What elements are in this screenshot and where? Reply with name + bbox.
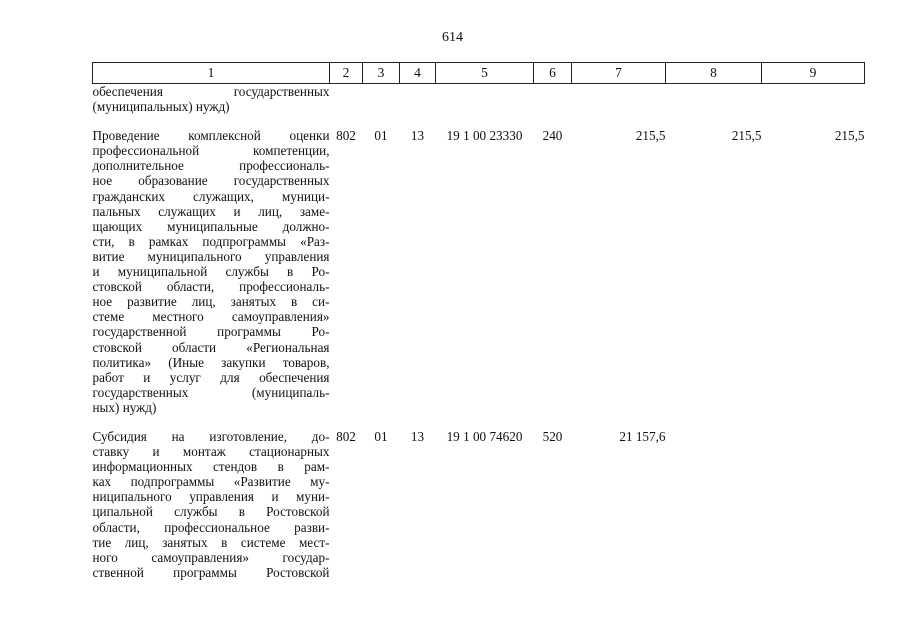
column-header: 8 — [666, 63, 762, 84]
cell-expense-type: 240 — [542, 128, 563, 144]
table-row — [93, 84, 865, 115]
description-line: ципальной службы в Ростовской — [92, 504, 330, 520]
cell-amount-1 — [572, 84, 666, 115]
table-row — [93, 128, 865, 415]
header-row — [93, 63, 865, 84]
cell-target-article: 19 1 00 23330 — [446, 128, 523, 144]
column-header: 9 — [762, 63, 865, 84]
description-line: информационных стендов в рам- — [92, 459, 330, 475]
description-line: стовской области «Региональная — [92, 339, 330, 355]
description-line: ное образование государственных — [92, 173, 330, 189]
description-line: сти, в рамках подпрограммы «Раз- — [92, 233, 330, 249]
cell-section: 01 — [374, 128, 388, 144]
description-line: витие муниципального управления — [92, 248, 330, 264]
column-header: 1 — [93, 63, 330, 84]
column-header: 3 — [363, 63, 400, 84]
cell-subsection: 13 — [410, 128, 425, 144]
description-line: стеме местного самоуправления» — [92, 309, 330, 325]
cell-target-article — [436, 84, 534, 115]
column-header: 6 — [534, 63, 572, 84]
description-line: Субсидия на изготовление, до- — [92, 428, 330, 444]
description-line: работ и услуг для обеспечения — [92, 369, 330, 385]
description-line: политика» (Иные закупки товаров, — [92, 354, 330, 370]
description-line: государственных (муниципаль- — [92, 384, 330, 400]
budget-table — [92, 62, 865, 580]
row-description — [93, 128, 330, 415]
description-line: области, профессиональное разви- — [92, 519, 330, 535]
cell-amount-1: 215,5 — [635, 128, 666, 144]
description-line: ниципального управления и муни- — [92, 489, 330, 505]
cell-section: 01 — [374, 428, 388, 444]
description-line: тие лиц, занятых в системе мест- — [92, 534, 330, 550]
cell-amount-2 — [666, 429, 762, 580]
cell-amount-3 — [762, 429, 865, 580]
cell-amount-3: 215,5 — [834, 128, 865, 144]
description-line: обеспечения государственных — [92, 84, 330, 99]
cell-subsection: 13 — [410, 428, 425, 444]
cell-ministry — [330, 84, 363, 115]
cell-section — [363, 84, 400, 115]
description-line: дополнительное профессиональ- — [92, 158, 330, 174]
description-line: государственной программы Ро- — [92, 324, 330, 340]
column-header: 2 — [330, 63, 363, 84]
description-line: и муниципальной службы в Ро- — [92, 264, 330, 280]
row-description — [93, 84, 330, 115]
cell-subsection — [400, 84, 436, 115]
description-line: ставку и монтаж стационарных — [92, 444, 330, 460]
description-line: гражданских служащих, муници- — [92, 188, 330, 204]
cell-ministry: 802 — [336, 128, 356, 144]
description-line: пальных служащих и лиц, заме- — [92, 203, 330, 219]
cell-amount-3 — [762, 84, 865, 115]
description-line: (муниципальных) нужд) — [92, 99, 230, 115]
cell-ministry: 802 — [336, 428, 356, 444]
column-header: 5 — [436, 63, 534, 84]
cell-amount-2 — [666, 84, 762, 115]
table-row — [93, 429, 865, 580]
description-line: стовской области, профессиональ- — [92, 279, 330, 295]
row-description — [93, 429, 330, 580]
description-line: ных) нужд) — [92, 399, 157, 415]
description-line: ственной программы Ростовской — [92, 564, 330, 580]
page-number: 614 — [442, 30, 463, 45]
description-line: ках подпрограммы «Развитие му- — [92, 474, 330, 490]
description-line: Проведение комплексной оценки — [92, 128, 330, 144]
cell-expense-type: 520 — [542, 428, 563, 444]
description-line: ное развитие лиц, занятых в си- — [92, 294, 330, 310]
cell-target-article: 19 1 00 74620 — [446, 428, 523, 444]
description-line: ного самоуправления» государ- — [92, 549, 330, 565]
cell-expense-type — [534, 84, 572, 115]
column-header: 4 — [400, 63, 436, 84]
cell-amount-2: 215,5 — [731, 128, 762, 144]
cell-amount-1: 21 157,6 — [619, 428, 666, 444]
description-line: профессиональной компетенции, — [92, 143, 330, 159]
description-line: щающих муниципальные должно- — [92, 218, 330, 234]
column-header: 7 — [572, 63, 666, 84]
